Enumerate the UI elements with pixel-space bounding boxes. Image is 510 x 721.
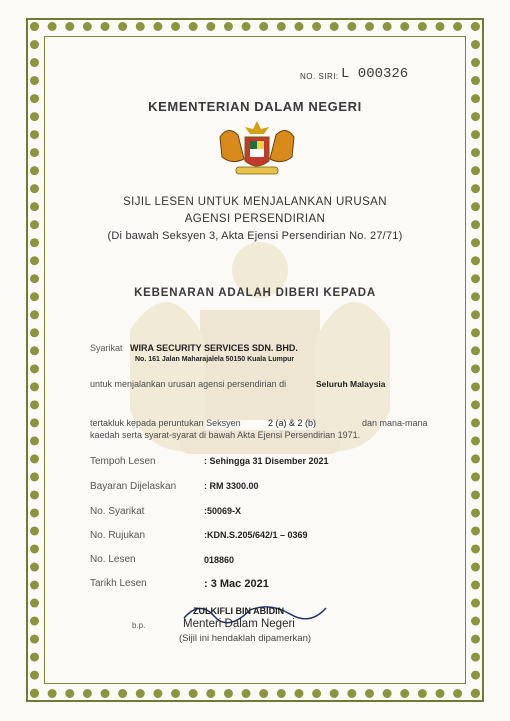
field-label: No. Lesen xyxy=(90,554,136,565)
field-value: : RM 3300.00 xyxy=(204,481,259,491)
serial-number-label: NO. SIRI: xyxy=(300,72,339,81)
signatory-name: ZULKIFLI BIN ABIDIN xyxy=(193,606,285,616)
bp-label: b.p. xyxy=(132,621,146,630)
field-label: Tempoh Lesen xyxy=(90,456,156,467)
coat-of-arms-icon xyxy=(214,119,300,179)
conditions-text-2: dan mana-mana xyxy=(362,418,428,428)
certificate-title-line-1: SIJIL LESEN UNTUK MENJALANKAN URUSAN xyxy=(123,196,387,208)
field-value: :KDN.S.205/642/1 – 0369 xyxy=(204,530,308,540)
signatory-title: Menteri Dalam Negeri xyxy=(183,618,295,630)
company-address: No. 161 Jalan Maharajalela 50150 Kuala Lumpur xyxy=(135,356,295,363)
conditions-sections: 2 (a) & 2 (b) xyxy=(268,418,317,428)
serial-number: L 000326 xyxy=(341,66,409,82)
purpose-text: untuk menjalankan urusan agensi persendirian di xyxy=(90,379,287,389)
conditions-text-3: kaedah serta syarat-syarat di bawah Akta Ejensi Persendirian 1971. xyxy=(90,430,361,440)
field-label: Tarikh Lesen xyxy=(90,578,147,589)
field-value: : Sehingga 31 Disember 2021 xyxy=(204,456,329,466)
company-name: WIRA SECURITY SERVICES SDN. BHD. xyxy=(130,343,298,353)
company-label: Syarikat xyxy=(90,343,123,353)
ministry-name: KEMENTERIAN DALAM NEGERI xyxy=(148,99,362,114)
field-value: :50069-X xyxy=(204,506,242,516)
field-label: No. Rujukan xyxy=(90,530,146,541)
certificate-legal-basis: (Di bawah Seksyen 3, Akta Ejensi Persendirian No. 27/71) xyxy=(107,230,403,242)
display-note: (Sijil ini hendaklah dipamerkan) xyxy=(179,633,312,644)
field-value: : 3 Mac 2021 xyxy=(204,578,269,590)
field-label: Bayaran Dijelaskan xyxy=(90,481,177,492)
conditions-text-1: tertakluk kepada peruntukan Seksyen xyxy=(90,418,241,428)
field-label: No. Syarikat xyxy=(90,506,145,517)
grant-heading: KEBENARAN ADALAH DIBERI KEPADA xyxy=(134,287,376,299)
purpose-region: Seluruh Malaysia xyxy=(316,379,386,389)
field-value: 018860 xyxy=(204,555,235,565)
certificate-title-line-2: AGENSI PERSENDIRIAN xyxy=(184,213,326,225)
